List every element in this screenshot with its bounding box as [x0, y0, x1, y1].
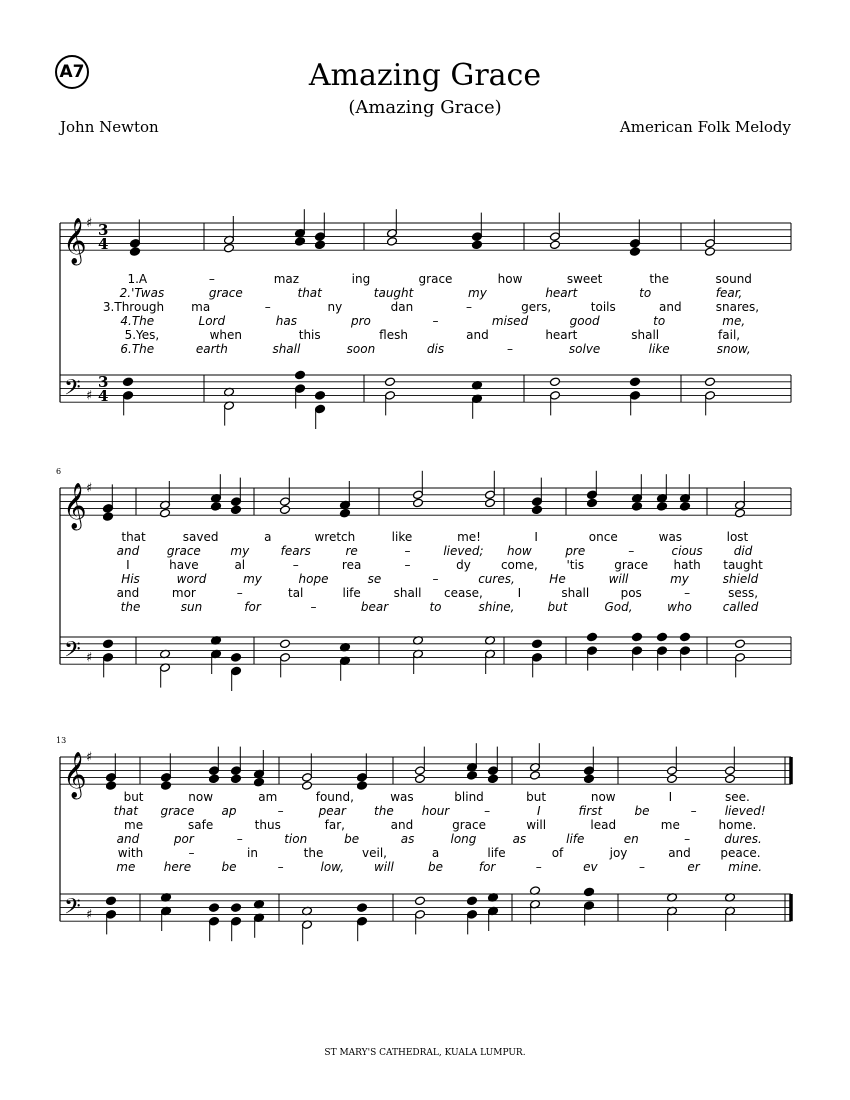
bass-tenor-note	[280, 639, 291, 649]
lyric-syllable: –	[277, 860, 284, 874]
lyric-syllable: and	[116, 832, 140, 846]
lyric-syllable: shield	[722, 572, 759, 586]
treble-alto-note	[530, 771, 541, 781]
bass-tenor-note	[385, 377, 396, 387]
lyric-syllable: lieved;	[443, 544, 484, 558]
lyric-syllable: sweet	[566, 272, 603, 286]
hymn-number: A7	[59, 62, 85, 82]
lyric-syllable: has	[275, 314, 297, 328]
treble-alto-note	[103, 512, 114, 522]
measure-number: 6	[56, 467, 62, 476]
lyric-syllable: –	[690, 804, 697, 818]
lyric-syllable: Lord	[198, 314, 226, 328]
bass-tenor-note	[106, 896, 117, 906]
lyric-syllable: gers,	[521, 300, 552, 314]
treble-clef-icon: 𝄞	[63, 218, 87, 265]
bass-tenor-note	[550, 377, 561, 387]
lyric-syllable: far,	[324, 818, 346, 832]
lyric-syllable: how	[506, 544, 532, 558]
treble-alto-note	[485, 498, 496, 508]
lyric-syllable: here	[163, 860, 192, 874]
lyric-syllable: I	[668, 790, 673, 804]
bass-tenor-note	[532, 639, 543, 649]
lyric-syllable: I	[517, 586, 522, 600]
lyricist: John Newton	[60, 118, 159, 136]
treble-alto-note	[630, 247, 641, 257]
bass-clef-icon: 𝄢	[64, 637, 81, 668]
lyric-syllable: with	[117, 846, 144, 860]
lyric-syllable: once	[588, 530, 618, 544]
key-signature-sharp-icon: ♯	[86, 388, 93, 404]
lyric-syllable: –	[684, 832, 691, 846]
lyric-syllable: that	[121, 530, 146, 544]
lyric-syllable: grace	[418, 272, 453, 286]
lyric-syllable: –	[638, 860, 645, 874]
hymn-subtitle: (Amazing Grace)	[348, 97, 502, 118]
lyric-syllable: tion	[284, 832, 308, 846]
lyric-syllable: God,	[604, 600, 633, 614]
lyric-syllable: for	[478, 860, 496, 874]
treble-alto-note	[680, 502, 691, 512]
lyric-syllable: solve	[568, 342, 601, 356]
treble-alto-note	[340, 508, 351, 518]
treble-alto-note	[387, 237, 398, 247]
lyric-syllable: be	[344, 832, 360, 846]
lyric-syllable: sound	[715, 272, 752, 286]
measure-number: 13	[56, 736, 67, 745]
lyric-syllable: pre	[565, 544, 586, 558]
lyric-syllable: ny	[327, 300, 343, 314]
lyric-syllable: dis	[426, 342, 445, 356]
key-signature-sharp-icon: ♯	[86, 481, 93, 496]
lyric-syllable: and	[116, 544, 140, 558]
lyric-syllable: shall	[393, 586, 422, 600]
lyric-syllable: cease,	[444, 586, 483, 600]
treble-alto-note	[295, 237, 306, 247]
lyric-syllable: now	[590, 790, 616, 804]
bass-tenor-note	[630, 377, 641, 387]
lyric-syllable: saved	[182, 530, 219, 544]
lyric-syllable: dures.	[724, 832, 762, 846]
bass-tenor-note	[705, 377, 716, 387]
lyric-syllable: He	[549, 572, 566, 586]
lyric-syllable: word	[176, 572, 207, 586]
lyric-syllable: pro	[350, 314, 371, 328]
lyric-syllable: –	[535, 860, 542, 874]
treble-clef-icon: 𝄞	[63, 752, 87, 799]
lyric-syllable: will	[608, 572, 629, 586]
key-signature-sharp-icon: ♯	[86, 750, 93, 765]
treble-alto-note	[584, 774, 595, 784]
time-signature-digit: 3	[98, 373, 109, 391]
lyric-syllable: –	[432, 572, 439, 586]
lyric-syllable: ing	[351, 272, 371, 286]
lyric-syllable: –	[404, 544, 411, 558]
lyric-syllable: earth	[195, 342, 228, 356]
lyric-syllable: I	[534, 530, 538, 544]
lyric-syllable: fears	[280, 544, 311, 558]
bass-tenor-note	[315, 391, 326, 401]
treble-alto-note	[209, 774, 220, 784]
bass-tenor-note	[103, 639, 114, 649]
lyric-syllable: the	[120, 600, 141, 614]
lyric-syllable: hope	[298, 572, 329, 586]
treble-clef-icon: 𝄞	[63, 483, 87, 530]
lyric-syllable: the	[303, 846, 324, 860]
lyric-syllable: grace	[166, 544, 201, 558]
lyric-syllable: snares,	[715, 300, 760, 314]
treble-alto-note	[488, 774, 499, 784]
bass-tenor-note	[295, 370, 306, 380]
lyric-syllable: be	[634, 804, 650, 818]
lyric-syllable: sun	[180, 600, 203, 614]
lyric-syllable: to	[639, 286, 652, 300]
lyric-syllable: rea	[341, 558, 362, 572]
treble-alto-note	[472, 240, 483, 250]
lyric-syllable: dan	[390, 300, 414, 314]
treble-alto-note	[725, 774, 736, 784]
treble-alto-note	[705, 247, 716, 257]
lyric-syllable: the	[649, 272, 670, 286]
lyric-syllable: –	[684, 586, 691, 600]
lyric-syllable: mised	[491, 314, 529, 328]
bass-tenor-note	[231, 903, 242, 913]
lyric-syllable: peace.	[720, 846, 761, 860]
lyric-syllable: mine.	[728, 860, 763, 874]
lyric-syllable: –	[264, 300, 271, 314]
lyric-syllable: –	[188, 846, 195, 860]
bass-tenor-note	[735, 639, 746, 649]
lyric-syllable: the	[374, 804, 394, 818]
bass-tenor-note	[123, 377, 134, 387]
lyric-syllable: how	[497, 272, 523, 286]
treble-alto-note	[587, 498, 598, 508]
treble-alto-note	[254, 777, 265, 787]
lyric-syllable: 6.The	[120, 342, 155, 356]
lyric-syllable: –	[310, 600, 317, 614]
lyric-syllable: but	[123, 790, 144, 804]
bass-tenor-note	[587, 632, 598, 642]
lyric-syllable: por	[173, 832, 194, 846]
lyric-syllable: pear	[318, 804, 346, 818]
lyric-syllable: me,	[722, 314, 746, 328]
lyric-syllable: who	[667, 600, 692, 614]
bass-clef-icon: 𝄢	[64, 894, 81, 925]
lyric-syllable: 1.A	[127, 272, 148, 286]
lyric-syllable: toils	[590, 300, 616, 314]
treble-alto-note	[667, 774, 678, 784]
lyric-syllable: hour	[421, 804, 450, 818]
lyric-syllable: tal	[288, 586, 304, 600]
lyric-syllable: a	[264, 530, 272, 544]
lyric-syllable: but	[547, 600, 568, 614]
treble-alto-note	[550, 240, 561, 250]
lyric-syllable: shall	[272, 342, 301, 356]
lyric-syllable: I	[126, 558, 130, 572]
bass-tenor-note	[415, 896, 426, 906]
lyric-syllable: –	[466, 300, 473, 314]
lyric-syllable: have	[169, 558, 199, 572]
lyric-syllable: me!	[457, 530, 481, 544]
treble-alto-note	[315, 240, 326, 250]
lyric-syllable: like	[391, 530, 413, 544]
lyric-syllable: dy	[456, 558, 471, 572]
lyric-syllable: and	[668, 846, 691, 860]
lyric-syllable: –	[507, 342, 514, 356]
lyric-syllable: fail,	[718, 328, 741, 342]
bass-tenor-note	[632, 632, 643, 642]
treble-alto-note	[657, 502, 668, 512]
lyric-syllable: thus	[254, 818, 281, 832]
lyric-syllable: –	[484, 804, 491, 818]
lyric-syllable: as	[512, 832, 527, 846]
lyric-syllable: me	[660, 818, 680, 832]
lyric-syllable: life	[487, 846, 506, 860]
lyric-syllable: bear	[360, 600, 389, 614]
lyric-syllable: 5.Yes,	[124, 328, 160, 342]
lyric-syllable: grace	[208, 286, 243, 300]
lyric-syllable: lead	[590, 818, 617, 832]
lyric-syllable: joy	[609, 846, 628, 860]
lyric-syllable: come,	[500, 558, 538, 572]
hymn-title: Amazing Grace	[308, 58, 542, 93]
lyric-syllable: to	[429, 600, 442, 614]
key-signature-sharp-icon: ♯	[86, 907, 93, 923]
treble-alto-note	[211, 502, 222, 512]
lyric-syllable: lieved!	[724, 804, 766, 818]
lyric-syllable: be	[428, 860, 443, 874]
bass-tenor-note	[231, 653, 242, 663]
lyric-syllable: be	[221, 860, 237, 874]
lyric-syllable: as	[400, 832, 415, 846]
treble-alto-note	[161, 781, 172, 791]
lyric-syllable: heart	[545, 286, 578, 300]
lyric-syllable: 4.The	[120, 314, 155, 328]
lyric-syllable: will	[373, 860, 394, 874]
bass-tenor-note	[209, 903, 220, 913]
lyric-syllable: was	[390, 790, 414, 804]
treble-alto-note	[231, 505, 242, 515]
lyric-syllable: taught	[373, 286, 414, 300]
lyric-syllable: sess,	[728, 586, 759, 600]
treble-alto-note	[632, 502, 643, 512]
time-signature-digit: 3	[98, 221, 109, 239]
lyric-syllable: 2.'Twas	[119, 286, 165, 300]
lyric-syllable: 3.Through	[102, 300, 165, 314]
lyric-syllable: am	[258, 790, 278, 804]
treble-alto-note	[231, 774, 242, 784]
lyric-syllable: His	[121, 572, 140, 586]
key-signature-sharp-icon: ♯	[86, 650, 93, 666]
lyric-syllable: found,	[315, 790, 354, 804]
lyric-syllable: that	[297, 286, 322, 300]
lyric-syllable: to	[653, 314, 666, 328]
lyric-syllable: er	[687, 860, 700, 874]
lyric-syllable: low,	[320, 860, 345, 874]
treble-alto-note	[735, 508, 746, 518]
lyric-syllable: –	[292, 558, 299, 572]
lyric-syllable: –	[404, 558, 411, 572]
key-signature-sharp-icon: ♯	[86, 216, 93, 231]
lyric-syllable: blind	[454, 790, 484, 804]
lyric-syllable: –	[432, 314, 439, 328]
lyric-syllable: maz	[273, 272, 300, 286]
lyric-syllable: fear,	[715, 286, 743, 300]
lyric-syllable: my	[468, 286, 487, 300]
lyric-syllable: al	[234, 558, 246, 572]
lyric-syllable: me	[124, 818, 144, 832]
lyric-syllable: long	[450, 832, 477, 846]
lyric-syllable: and	[116, 586, 140, 600]
lyric-syllable: grace	[160, 804, 195, 818]
lyric-syllable: cures,	[478, 572, 515, 586]
treble-alto-note	[357, 781, 368, 791]
lyric-syllable: wretch	[314, 530, 356, 544]
lyric-syllable: –	[236, 832, 243, 846]
lyric-syllable: life	[566, 832, 585, 846]
treble-alto-note	[415, 774, 426, 784]
lyric-syllable: first	[578, 804, 603, 818]
lyric-syllable: soon	[346, 342, 376, 356]
lyric-syllable: my	[670, 572, 689, 586]
treble-alto-note	[302, 781, 313, 791]
lyric-syllable: ap	[221, 804, 237, 818]
lyric-syllable: 'tis	[566, 558, 585, 572]
lyric-syllable: grace	[614, 558, 649, 572]
lyric-syllable: –	[208, 272, 215, 286]
lyric-syllable: called	[722, 600, 759, 614]
lyric-syllable: and	[659, 300, 682, 314]
lyric-syllable: hath	[673, 558, 701, 572]
lyric-syllable: grace	[452, 818, 486, 832]
time-signature-digit: 4	[98, 235, 109, 253]
lyric-syllable: did	[733, 544, 753, 558]
lyric-syllable: like	[648, 342, 670, 356]
lyric-syllable: will	[526, 818, 547, 832]
treble-alto-note	[467, 771, 478, 781]
treble-alto-note	[160, 508, 171, 518]
lyric-syllable: life	[342, 586, 361, 600]
lyric-syllable: was	[658, 530, 683, 544]
lyric-syllable: mor	[171, 586, 196, 600]
lyric-syllable: in	[247, 846, 258, 860]
lyric-syllable: heart	[545, 328, 578, 342]
lyric-syllable: –	[628, 544, 635, 558]
lyric-syllable: a	[431, 846, 440, 860]
lyric-syllable: en	[623, 832, 639, 846]
lyric-syllable: veil,	[362, 846, 387, 860]
lyric-syllable: safe	[188, 818, 214, 832]
lyric-syllable: my	[230, 544, 250, 558]
lyric-syllable: flesh	[379, 328, 408, 342]
lyric-syllable: snow,	[716, 342, 751, 356]
footer-text: ST MARY'S CATHEDRAL, KUALA LUMPUR.	[324, 1048, 526, 1058]
treble-alto-note	[106, 781, 117, 791]
lyric-syllable: pos	[620, 586, 642, 600]
lyric-syllable: –	[236, 586, 243, 600]
lyric-syllable: good	[569, 314, 600, 328]
lyric-syllable: and	[390, 818, 414, 832]
lyric-syllable: taught	[723, 558, 763, 572]
time-signature-digit: 4	[98, 387, 109, 405]
treble-alto-note	[413, 498, 424, 508]
treble-alto-note	[130, 247, 141, 257]
lyric-syllable: home.	[718, 818, 757, 832]
lyric-syllable: see.	[725, 790, 750, 804]
lyric-syllable: I	[536, 804, 541, 818]
lyric-syllable: se	[367, 572, 382, 586]
lyric-syllable: my	[243, 572, 262, 586]
treble-alto-note	[224, 243, 235, 253]
bass-tenor-note	[467, 896, 478, 906]
lyric-syllable: shall	[631, 328, 660, 342]
bass-tenor-note	[680, 632, 691, 642]
lyric-syllable: and	[466, 328, 489, 342]
lyric-syllable: shall	[561, 586, 590, 600]
lyric-syllable: of	[551, 846, 564, 860]
bass-tenor-note	[657, 632, 668, 642]
treble-alto-note	[280, 505, 291, 515]
lyric-syllable: shine,	[478, 600, 515, 614]
composer: American Folk Melody	[619, 118, 791, 136]
bass-tenor-note	[357, 903, 368, 913]
lyric-syllable: but	[526, 790, 547, 804]
lyric-syllable: –	[277, 804, 284, 818]
lyric-syllable: lost	[726, 530, 749, 544]
lyric-syllable: now	[188, 790, 214, 804]
lyric-syllable: cious	[671, 544, 703, 558]
lyric-syllable: this	[298, 328, 321, 342]
bass-tenor-note	[584, 887, 595, 897]
lyric-syllable: for	[244, 600, 261, 614]
lyric-syllable: when	[209, 328, 243, 342]
lyric-syllable: re	[345, 544, 358, 558]
lyric-syllable: ev	[583, 860, 598, 874]
lyric-syllable: me	[116, 860, 136, 874]
treble-alto-note	[532, 505, 543, 515]
lyric-syllable: that	[113, 804, 138, 818]
lyric-syllable: ma	[191, 300, 211, 314]
bass-clef-icon: 𝄢	[64, 375, 81, 406]
